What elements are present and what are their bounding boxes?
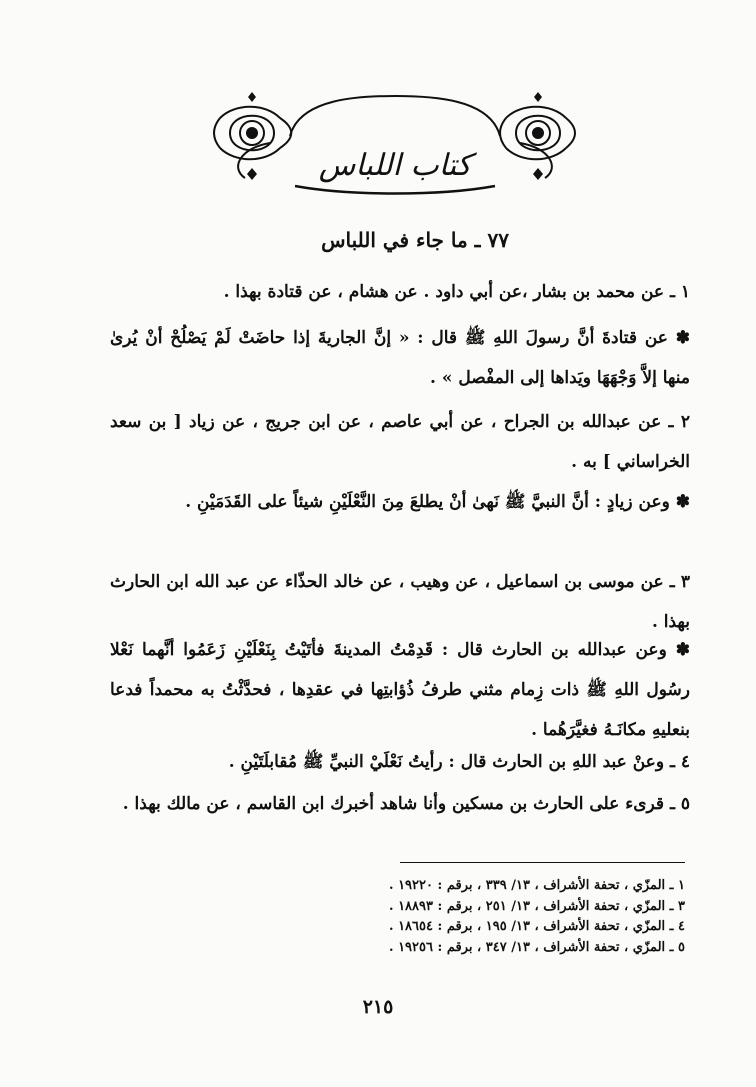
hadith-text-2: ✽ وعن زيادٍ : أنَّ النبيَّ ﷺ نَهىٰ أنْ يطلعَ مِنَ النَّعْلَيْنِ شيئاً على القَدَمَيْنِ . bbox=[185, 492, 690, 512]
book-title: كتاب اللباس bbox=[318, 148, 472, 183]
footnote-1: ١ ـ المزّي ، تحفة الأشراف ، ١٣/ ٣٣٩ ، برقم : ١٩٢٢٠ . bbox=[389, 878, 685, 893]
hadith-chain-5: ٥ ـ قرىء على الحارث بن مسكين وأنا شاهد أخبرك ابن القاسم ، عن مالك بهذا . bbox=[122, 794, 690, 814]
footnote-3: ٣ ـ المزّي ، تحفة الأشراف ، ١٣/ ٢٥١ ، برقم : ١٨٨٩٣ . bbox=[389, 898, 685, 914]
title-ornament bbox=[210, 88, 580, 203]
chapter-heading: ٧٧ ـ ما جاء في اللباس bbox=[321, 228, 509, 252]
footnote-4: ٤ ـ المزّي ، تحفة الأشراف ، ١٣/ ١٩٥ ، برقم : ١٨٦٥٤ . bbox=[389, 919, 685, 934]
hadith-chain-3: ٣ ـ عن موسى بن اسماعيل ، عن وهيب ، عن خالد الحذّاء عن عبد الله ابن الحارث بهذا . bbox=[110, 572, 690, 632]
hadith-4: ٤ ـ وعنْ عبد اللهِ بن الحارث قال : رأيتُ نَعْلَيْ النبيِّ ﷺ مُقابلَتَيْنِ . bbox=[228, 752, 690, 772]
footnotes bbox=[330, 876, 685, 958]
page-number: ٢١٥ bbox=[362, 996, 394, 1018]
hadith-text-1: ✽ عن قتادةَ أنَّ رسولَ اللهِ ﷺ قال : « إنَّ الجاريةَ إذا حاضَتْ لَمْ يَصْلُحْ أنْ يُرىٰ منها إلاَّ وَجْهَهَا ويَداها إلى المفْصل » . bbox=[110, 328, 690, 388]
footnote-5: ٥ ـ المزّي ، تحفة الأشراف ، ١٣/ ٣٤٧ ، برقم : ١٩٢٥٦ . bbox=[389, 939, 685, 955]
hadith-chain-2: ٢ ـ عن عبدالله بن الجراح ، عن أبي عاصم ، عن ابن جريج ، عن زياد [ بن سعد الخراساني ] به . bbox=[110, 412, 690, 472]
footnote-divider bbox=[400, 862, 685, 863]
hadith-text-3: ✽ وعن عبدالله بن الحارث قال : قَدِمْتُ المدينةَ فأتَيْتُ بِنَعْلَيْنِ زَعَمُوا أنَّهما نَعْلا رسُول اللهِ ﷺ ذات زِمام مثني طرفُ ذُؤابتِها في عقدِها ، فحدَّثْتُ به محمداً فدعا بنعليهِ مكانَـهُ فغيَّرَهُما . bbox=[110, 640, 690, 740]
hadith-chain-1: ١ ـ عن محمد بن بشار ،عن أبي داود . عن هشام ، عن قتادة بهذا . bbox=[223, 282, 690, 302]
